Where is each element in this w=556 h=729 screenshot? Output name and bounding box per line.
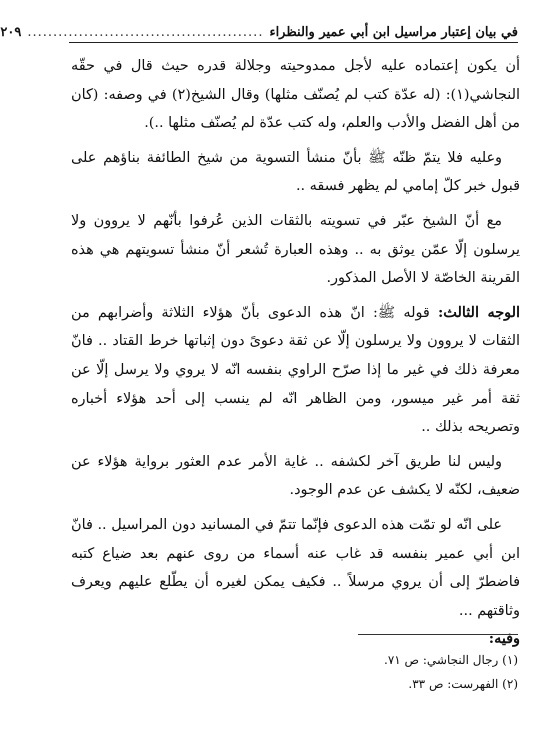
page-number: ٢٠٩ <box>0 25 22 40</box>
footnote-divider <box>358 634 518 635</box>
closing-label: وفيه: <box>488 630 520 648</box>
page-body <box>71 52 520 654</box>
paragraph-3: مع أنّ الشيخ عبّر في تسويته بالثقات الذين عُرفوا بأنّهم لا يروون ولا يرسلون إلّا عمّن يوثق به .. وهذه العبارة تُشعر أنّ منشأ تسويتهم هي هذه القرينة الخاصّة لا الأصل المذكور. <box>71 212 520 287</box>
running-header <box>0 22 518 43</box>
footnote-1: (١) رجال النجاشي: ص ٧١. <box>383 653 518 667</box>
paragraph-1: أن يكون إعتماده عليه لأجل ممدوحيته وجلالة قدره حيث قال في حقّه النجاشي(١): (له عدّة كتب لم يُصنّف مثلها) وقال الشيخ(٢) في وصفه: (كان من أهل الفضل والأدب والعلم، وله كتب عدّة لم يُصنّف مثلها ..). <box>71 58 520 132</box>
paragraph-4-text: قوله ﷺ: انّ هذه الدعوى بأنّ هؤلاء الثلاثة وأضرابهم من الثقات لا يروون ولا يرسلون إلّا عن ثقة دعوىً دون إثباتها خرط القتاد .. فانّ معرفة ذلك في غير ما إذا صرّح الراوي بنفسه انّه لا يروي ولا يرسل إلّا عن ثقة أمر غير ميسور، ومن الظاهر انّه لم ينسب إلى أحد هؤلاء أخباره وتصريحه بذلك .. <box>71 304 520 436</box>
header-dot-leader: .............................................. <box>27 25 264 40</box>
paragraph-2: وعليه فلا يتمّ ظنّه ﷺ بأنّ منشأ التسوية من شيخ الطائفة بناؤهم على قبول خبر كلّ إمامي لم يظهر فسقه .. <box>71 149 520 195</box>
footnote-2: (٢) الفهرست: ص ٣٣. <box>408 677 518 691</box>
header-title: في بيان إعتبار مراسيل ابن أبي عمير والنظراء <box>269 25 518 40</box>
paragraph-6: على انّه لو تمّت هذه الدعوى فإنّما تتمّ في المسانيد دون المراسيل .. فانّ ابن أبي عمير بنفسه قد غاب عنه أسماء من روى عنهم بعد ضياع كتبه فاضطرّ إلى أن يروي مرسلاً .. فكيف يمكن لغيره أن يطّلع عليهم ويعرف وثاقتهم ... <box>71 516 520 619</box>
paragraph-4 <box>71 299 520 442</box>
footnotes <box>71 648 518 696</box>
paragraph-5: وليس لنا طريق آخر لكشفه .. غاية الأمر عدم العثور برواية هؤلاء عن ضعيف، لكنّه لا يكشف عن عدم الوجود. <box>71 453 520 499</box>
section-lead: الوجه الثالث: <box>438 303 520 321</box>
